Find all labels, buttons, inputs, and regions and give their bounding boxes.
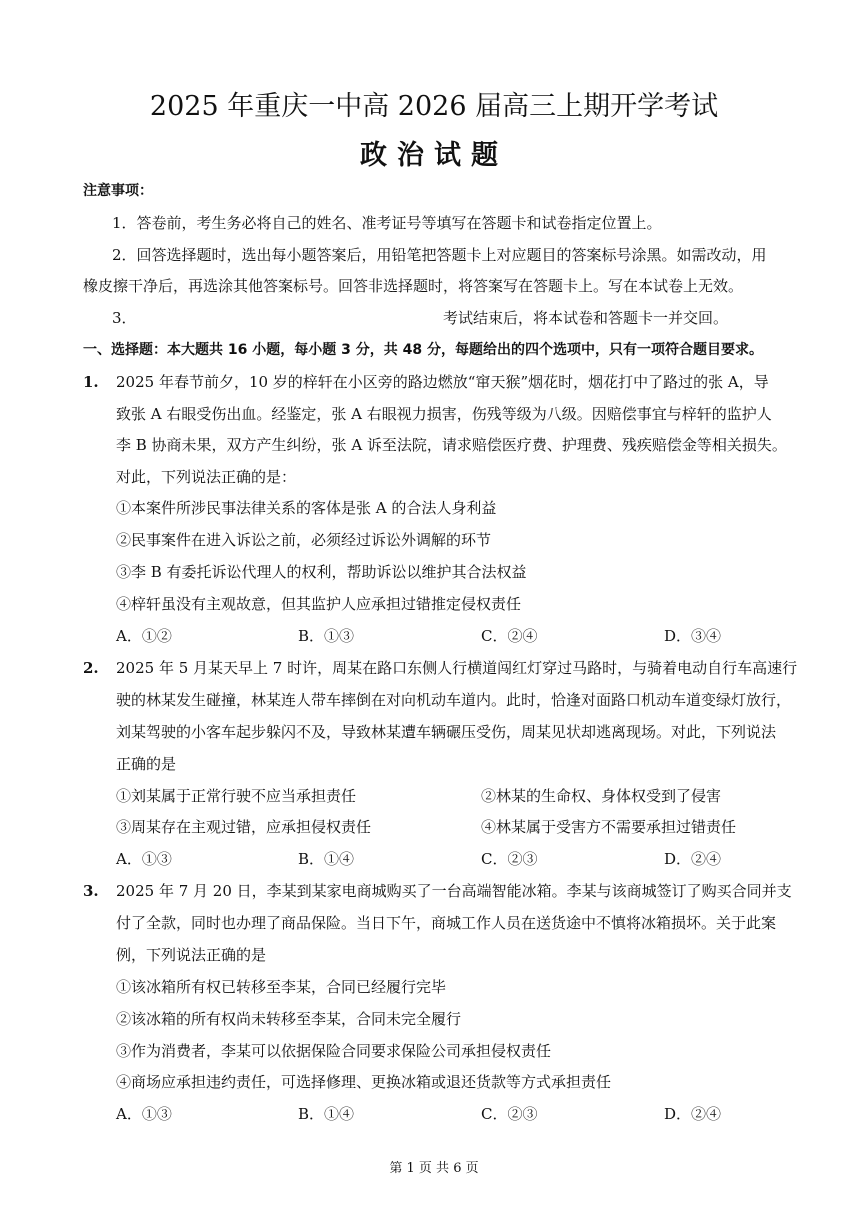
question-3-stem-line-1: 2025 年 7 月 20 日，李某到某家电商城购买了一台高端智能冰箱。李某与该商城签订了购买合同并支 bbox=[116, 882, 792, 900]
question-3-option-a: A．①③ bbox=[116, 1105, 172, 1123]
question-3-item-3: ③作为消费者，李某可以依据保险合同要求保险公司承担侵权责任 bbox=[116, 1042, 552, 1060]
question-3-stem-line-3: 例，下列说法正确的是 bbox=[116, 946, 267, 964]
exam-subject-title: 政治试题 bbox=[360, 140, 508, 171]
question-1-item-2: ②民事案件在进入诉讼之前，必须经过诉讼外调解的环节 bbox=[116, 531, 492, 549]
question-3-stem-line-2: 付了全款，同时也办理了商品保险。当日下午，商城工作人员在送货途中不慎将冰箱损坏。关于此案 bbox=[116, 914, 777, 932]
question-1-stem-line-2: 致张 A 右眼受伤出血。经鉴定，张 A 右眼视力损害，伤残等级为八级。因赔偿事宜与梓轩的监护人 bbox=[116, 405, 772, 423]
question-1-stem-line-4: 对此，下列说法正确的是： bbox=[116, 468, 297, 486]
question-2-option-a: A．①③ bbox=[116, 850, 172, 868]
question-2-stem-line-4: 正确的是 bbox=[116, 755, 177, 773]
notice-item-3-number: 3． bbox=[112, 309, 137, 327]
question-2-stem-line-1: 2025 年 5 月某天早上 7 时许，周某在路口东侧人行横道闯红灯穿过马路时，与骑着电动自行车高速行 bbox=[116, 659, 798, 677]
question-2-option-b: B．①④ bbox=[298, 850, 355, 868]
question-3-number: 3. bbox=[83, 882, 99, 900]
question-1-option-c: C．②④ bbox=[481, 627, 538, 645]
question-2-item-3: ③周某存在主观过错，应承担侵权责任 bbox=[116, 818, 372, 836]
question-1-option-a: A．①② bbox=[116, 627, 172, 645]
notice-item-2-line-2: 橡皮擦干净后，再选涂其他答案标号。回答非选择题时，将答案写在答题卡上。写在本试卷上无效。 bbox=[83, 277, 744, 295]
question-2-stem-line-2: 驶的林某发生碰撞，林某连人带车摔倒在对向机动车道内。此时，恰逢对面路口机动车道变绿灯放行， bbox=[116, 691, 792, 709]
question-1-number: 1. bbox=[83, 373, 99, 391]
question-1-stem-line-3: 李 B 协商未果，双方产生纠纷，张 A 诉至法院，请求赔偿医疗费、护理费、残疾赔偿金等相关损失。 bbox=[116, 436, 787, 454]
question-1-item-1: ①本案件所涉民事法律关系的客体是张 A 的合法人身利益 bbox=[116, 499, 497, 517]
question-2-option-c: C．②③ bbox=[481, 850, 538, 868]
question-2-stem-line-3: 刘某驾驶的小客车起步躲闪不及，导致林某遭车辆碾压受伤，周某见状却逃离现场。对此，下列说法 bbox=[116, 723, 777, 741]
exam-title: 2025 年重庆一中高 2026 届高三上期开学考试 bbox=[149, 91, 719, 122]
question-3-item-2: ②该冰箱的所有权尚未转移至李某，合同未完全履行 bbox=[116, 1010, 462, 1028]
question-1-item-3: ③李 B 有委托诉讼代理人的权利，帮助诉讼以维护其合法权益 bbox=[116, 563, 527, 581]
question-3-option-c: C．②③ bbox=[481, 1105, 538, 1123]
question-3-item-4: ④商场应承担违约责任，可选择修理、更换冰箱或退还货款等方式承担责任 bbox=[116, 1073, 612, 1091]
notice-heading: 注意事项： bbox=[83, 183, 153, 199]
question-2-number: 2. bbox=[83, 659, 99, 677]
section-heading: 一、选择题：本大题共 16 小题，每小题 3 分，共 48 分，每题给出的四个选项中，只有一项符合题目要求。 bbox=[83, 342, 763, 358]
notice-item-3-text: 考试结束后，将本试卷和答题卡一并交回。 bbox=[443, 309, 729, 327]
question-1-stem-line-1: 2025 年春节前夕，10 岁的梓轩在小区旁的路边燃放“窜天猴”烟花时，烟花打中了路过的张 A，导 bbox=[116, 373, 769, 391]
question-1-option-b: B．①③ bbox=[298, 627, 355, 645]
question-2-item-2: ②林某的生命权、身体权受到了侵害 bbox=[481, 787, 722, 805]
question-3-option-b: B．①④ bbox=[298, 1105, 355, 1123]
notice-item-2-line-1: 2．回答选择题时，选出每小题答案后，用铅笔把答题卡上对应题目的答案标号涂黑。如需改动，用 bbox=[112, 246, 767, 264]
question-2-item-4: ④林某属于受害方不需要承担过错责任 bbox=[481, 818, 737, 836]
question-2-option-d: D．②④ bbox=[664, 850, 722, 868]
question-1-item-4: ④梓轩虽没有主观故意，但其监护人应承担过错推定侵权责任 bbox=[116, 595, 522, 613]
question-3-item-1: ①该冰箱所有权已转移至李某，合同已经履行完毕 bbox=[116, 978, 447, 996]
question-2-item-1: ①刘某属于正常行驶不应当承担责任 bbox=[116, 787, 357, 805]
page-footer: 第 1 页 共 6 页 bbox=[389, 1161, 479, 1176]
notice-item-1: 1．答卷前，考生务必将自己的姓名、准考证号等填写在答题卡和试卷指定位置上。 bbox=[112, 214, 662, 232]
question-3-option-d: D．②④ bbox=[664, 1105, 722, 1123]
question-1-option-d: D．③④ bbox=[664, 627, 722, 645]
